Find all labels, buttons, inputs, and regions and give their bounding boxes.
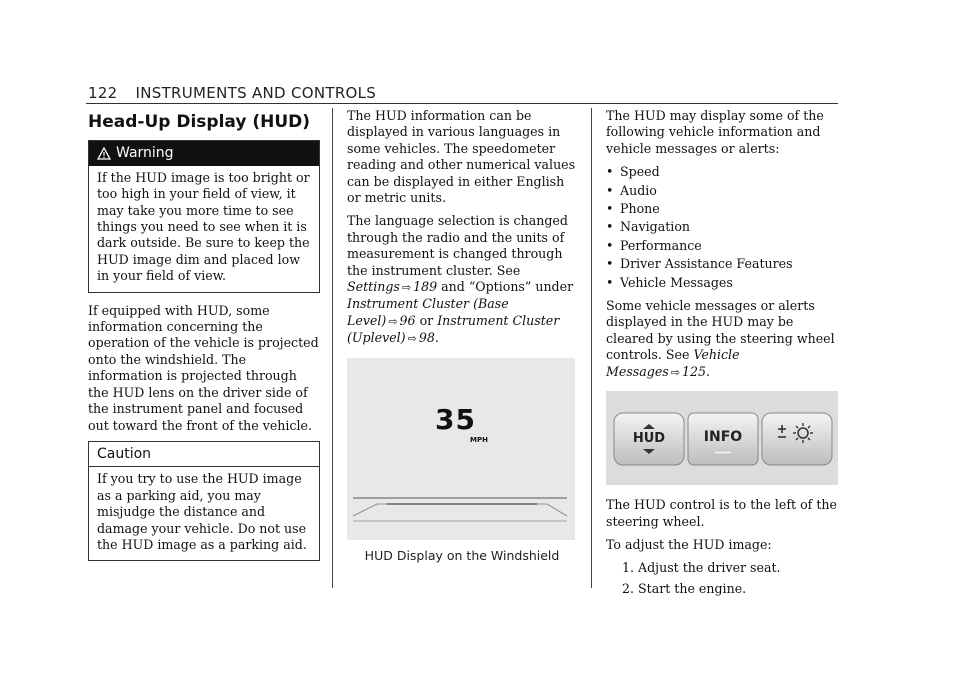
cross-reference-link[interactable]: Settings bbox=[347, 279, 400, 295]
section-heading: Head-Up Display (HUD) bbox=[88, 112, 311, 132]
figure-caption: HUD Display on the Windshield bbox=[364, 547, 560, 563]
column-divider bbox=[332, 108, 333, 588]
hud-speed-readout: 35 bbox=[435, 402, 476, 436]
running-header bbox=[88, 84, 376, 102]
list-item: • Vehicle Messages bbox=[606, 275, 838, 291]
steps-list bbox=[606, 560, 838, 597]
paragraph: The HUD information can be displayed in various languages in some vehicles. The speedometer reading and other numerical values can be displayed in either English or metric units. bbox=[347, 108, 576, 206]
list-item: 2. Start the engine. bbox=[622, 580, 747, 596]
windshield-dashboard-lines bbox=[347, 358, 575, 540]
page-arrow-icon: ⇨ bbox=[670, 365, 680, 379]
column-divider bbox=[591, 108, 592, 588]
caution-label: Caution bbox=[97, 445, 152, 462]
caution-box bbox=[88, 441, 320, 561]
cross-reference-link[interactable]: Vehicle Messages bbox=[606, 347, 740, 379]
hud-windshield-figure bbox=[347, 358, 575, 540]
hud-button: HUD bbox=[632, 431, 666, 447]
page-arrow-icon: ⇨ bbox=[401, 281, 412, 295]
hud-controls-figure bbox=[606, 391, 838, 485]
column-3 bbox=[606, 108, 838, 601]
caution-text: If you try to use the HUD image as a parking aid, you may misjudge the distance and damage your vehicle. Do not use the HUD image as a parking aid. bbox=[97, 471, 307, 552]
text-run: Some vehicle messages or alerts displayed in the HUD may be cleared by using the steering wheel controls. See bbox=[606, 298, 835, 363]
text-run: and “Options” under bbox=[437, 279, 574, 295]
list-item: 1. Adjust the driver seat. bbox=[622, 560, 781, 576]
header-rule bbox=[86, 103, 838, 104]
warning-label: Warning bbox=[116, 145, 174, 162]
list-item: • Speed bbox=[606, 164, 838, 180]
page-arrow-icon: ⇨ bbox=[407, 332, 417, 346]
cross-reference-link[interactable]: Instrument Cluster (Uplevel) bbox=[347, 312, 560, 346]
page-ref[interactable]: 96 bbox=[399, 312, 416, 328]
paragraph: The HUD control is to the left of the steering wheel. bbox=[606, 497, 837, 529]
page-ref[interactable]: 98 bbox=[418, 330, 435, 346]
warning-text: If the HUD image is too bright or too high in your field of view, it may take you more time to see things you need to see when it is dark outside. Be sure to keep the HUD image dim and placed low in your field of view. bbox=[97, 169, 310, 284]
column-2 bbox=[347, 108, 577, 564]
text-run: The language selection is changed through the radio and the units of measurement is changed through the instrument cluster. See bbox=[347, 213, 568, 278]
list-item: • Performance bbox=[606, 238, 838, 254]
page-ref[interactable]: 125 bbox=[681, 363, 707, 379]
hud-info-list bbox=[606, 164, 838, 291]
page-ref[interactable]: 189 bbox=[413, 279, 438, 295]
paragraph: The HUD may display some of the following vehicle information and vehicle messages or alerts: bbox=[606, 108, 824, 156]
section-title: INSTRUMENTS AND CONTROLS bbox=[135, 84, 377, 102]
paragraph: If equipped with HUD, some information concerning the operation of the vehicle is projected onto the windshield. The information is projected through the HUD lens on the driver side of the instrument panel and focused out toward the front of the vehicle. bbox=[88, 302, 319, 433]
column-1 bbox=[88, 108, 320, 571]
list-item: • Driver Assistance Features bbox=[606, 256, 838, 272]
warning-triangle-icon bbox=[97, 147, 111, 160]
list-item: • Audio bbox=[606, 183, 838, 199]
paragraph: Some vehicle messages or alerts displayed in the HUD may be cleared by using the steering wheel controls. See Vehicle Messages ⇨ 125. bbox=[606, 298, 835, 379]
caution-header bbox=[89, 442, 319, 467]
paragraph: To adjust the HUD image: bbox=[606, 536, 772, 552]
page-number: 122 bbox=[88, 84, 118, 102]
list-item: • Phone bbox=[606, 201, 838, 217]
paragraph: The language selection is changed through the radio and the units of measurement is changed through the instrument cluster. See Settings ⇨ 189 and “Options” under Instrument Cluster (Base Level) ⇨ 96 or Instrument Cluster (Uplevel) ⇨ 98. bbox=[347, 213, 574, 346]
info-button: INFO bbox=[703, 429, 743, 446]
list-item: • Navigation bbox=[606, 219, 838, 235]
warning-header bbox=[89, 141, 319, 165]
warning-box bbox=[88, 140, 320, 292]
hud-speed-unit: MPH bbox=[470, 435, 488, 444]
page-arrow-icon: ⇨ bbox=[388, 314, 398, 328]
text-run: or bbox=[415, 312, 438, 328]
cross-reference-link[interactable]: Instrument Cluster (Base Level) bbox=[347, 296, 509, 328]
